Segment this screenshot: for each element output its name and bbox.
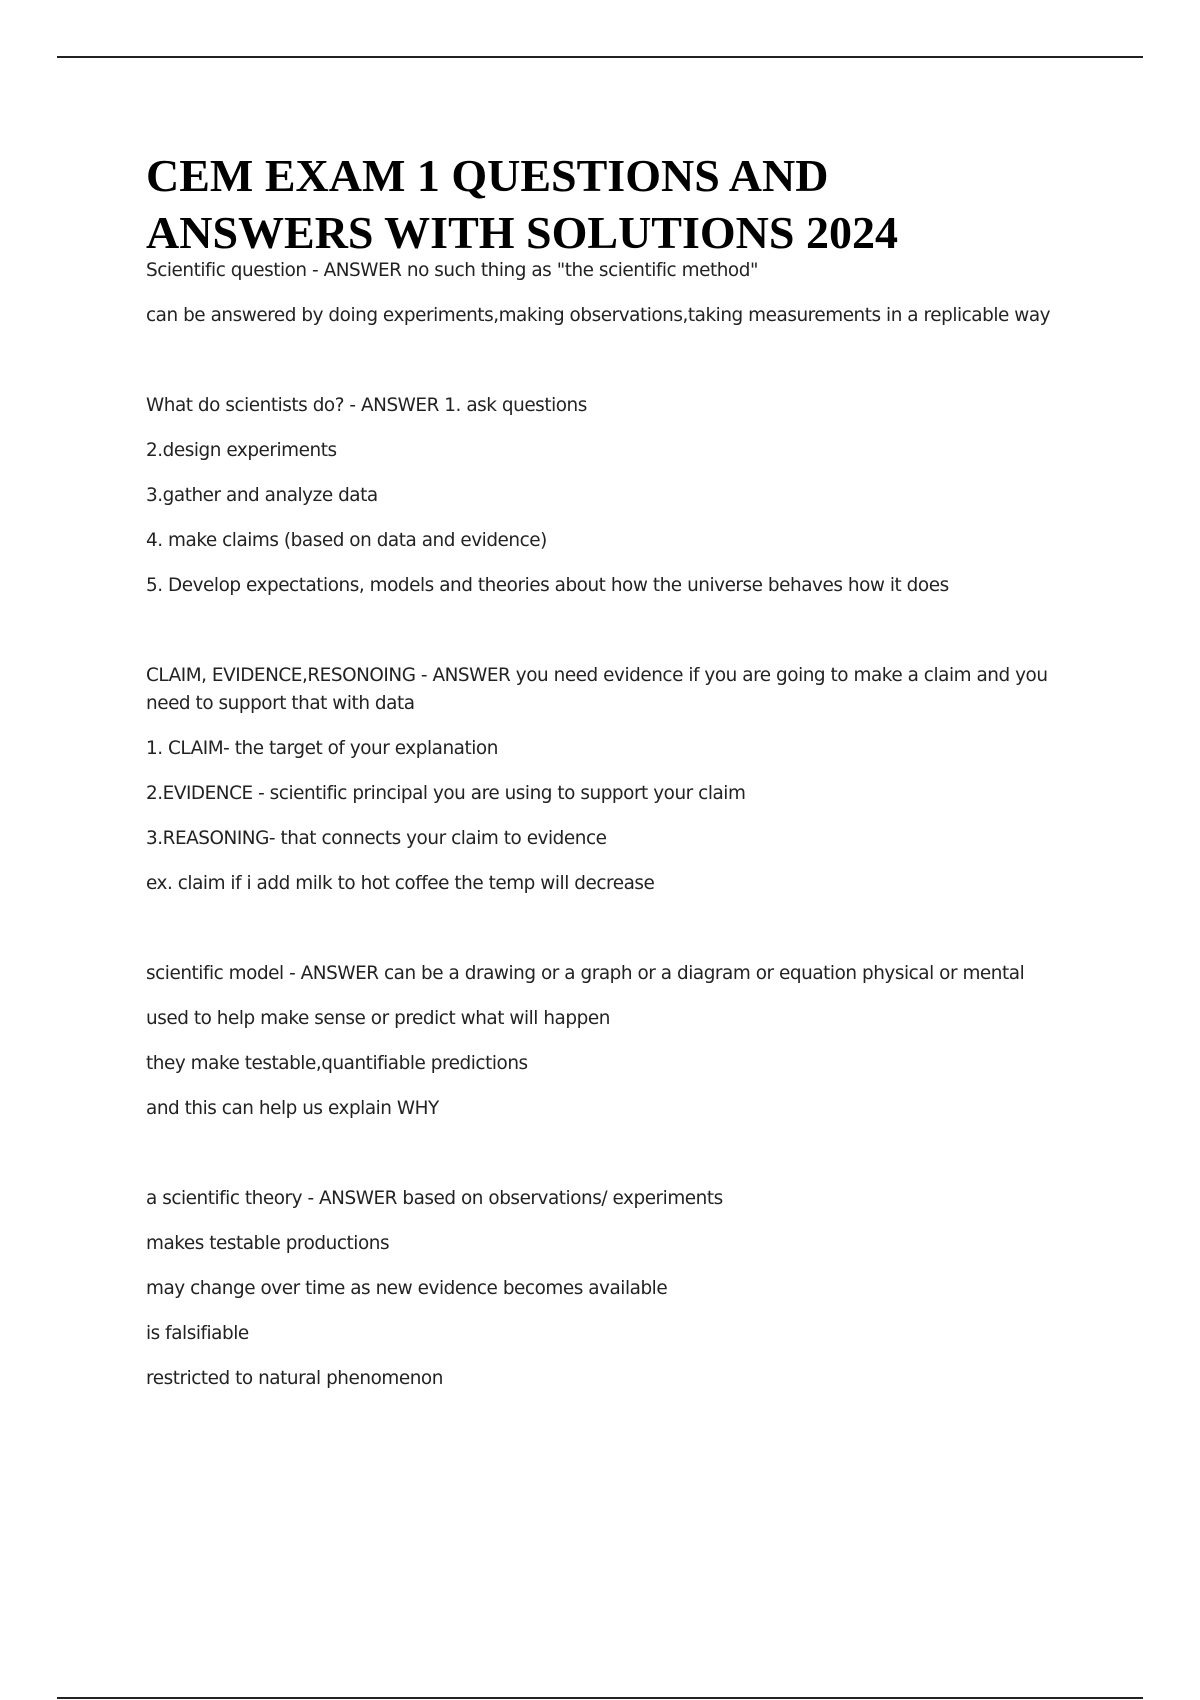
qa-line: 1. CLAIM- the target of your explanation <box>146 738 498 759</box>
document-body <box>146 257 1086 1410</box>
qa-section-scientific-model <box>146 960 1086 1123</box>
qa-line: restricted to natural phenomenon <box>146 1368 443 1389</box>
qa-line: 4. make claims (based on data and evidence) <box>146 530 547 551</box>
qa-line: 2.EVIDENCE - scientific principal you are using to support your claim <box>146 783 746 804</box>
qa-line: 3.gather and analyze data <box>146 485 378 506</box>
document-title <box>146 147 1106 261</box>
title-line: CEM EXAM 1 QUESTIONS AND <box>146 150 829 201</box>
qa-line: 5. Develop expectations, models and theories about how the universe behaves how it does <box>146 575 949 596</box>
qa-line: makes testable productions <box>146 1233 390 1254</box>
qa-line: 2.design experiments <box>146 440 337 461</box>
qa-line: may change over time as new evidence becomes available <box>146 1278 668 1299</box>
qa-line: a scientific theory - ANSWER based on observations/ experiments <box>146 1188 723 1209</box>
title-line: ANSWERS WITH SOLUTIONS 2024 <box>146 207 898 258</box>
footer-rule <box>57 1697 1143 1699</box>
qa-line: used to help make sense or predict what will happen <box>146 1008 610 1029</box>
qa-section-what-scientists-do <box>146 392 1086 600</box>
qa-section-scientific-theory <box>146 1185 1086 1393</box>
qa-line: and this can help us explain WHY <box>146 1098 439 1119</box>
qa-line: 3.REASONING- that connects your claim to evidence <box>146 828 607 849</box>
qa-section-claim-evidence-reasoning <box>146 662 1086 898</box>
qa-line: they make testable,quantifiable predictions <box>146 1053 528 1074</box>
qa-line: scientific model - ANSWER can be a drawing or a graph or a diagram or equation physical or mental <box>146 963 1025 984</box>
qa-section-scientific-question <box>146 257 1086 330</box>
qa-line: ex. claim if i add milk to hot coffee the temp will decrease <box>146 873 655 894</box>
qa-line: CLAIM, EVIDENCE,RESONOING - ANSWER you need evidence if you are going to make a claim and you need to support that with data <box>146 665 1048 714</box>
qa-line: can be answered by doing experiments,making observations,taking measurements in a replicable way <box>146 305 1051 326</box>
qa-line: is falsifiable <box>146 1323 249 1344</box>
header-rule <box>57 56 1143 58</box>
qa-line: What do scientists do? - ANSWER 1. ask questions <box>146 395 587 416</box>
qa-line: Scientific question - ANSWER no such thing as "the scientific method" <box>146 260 758 281</box>
